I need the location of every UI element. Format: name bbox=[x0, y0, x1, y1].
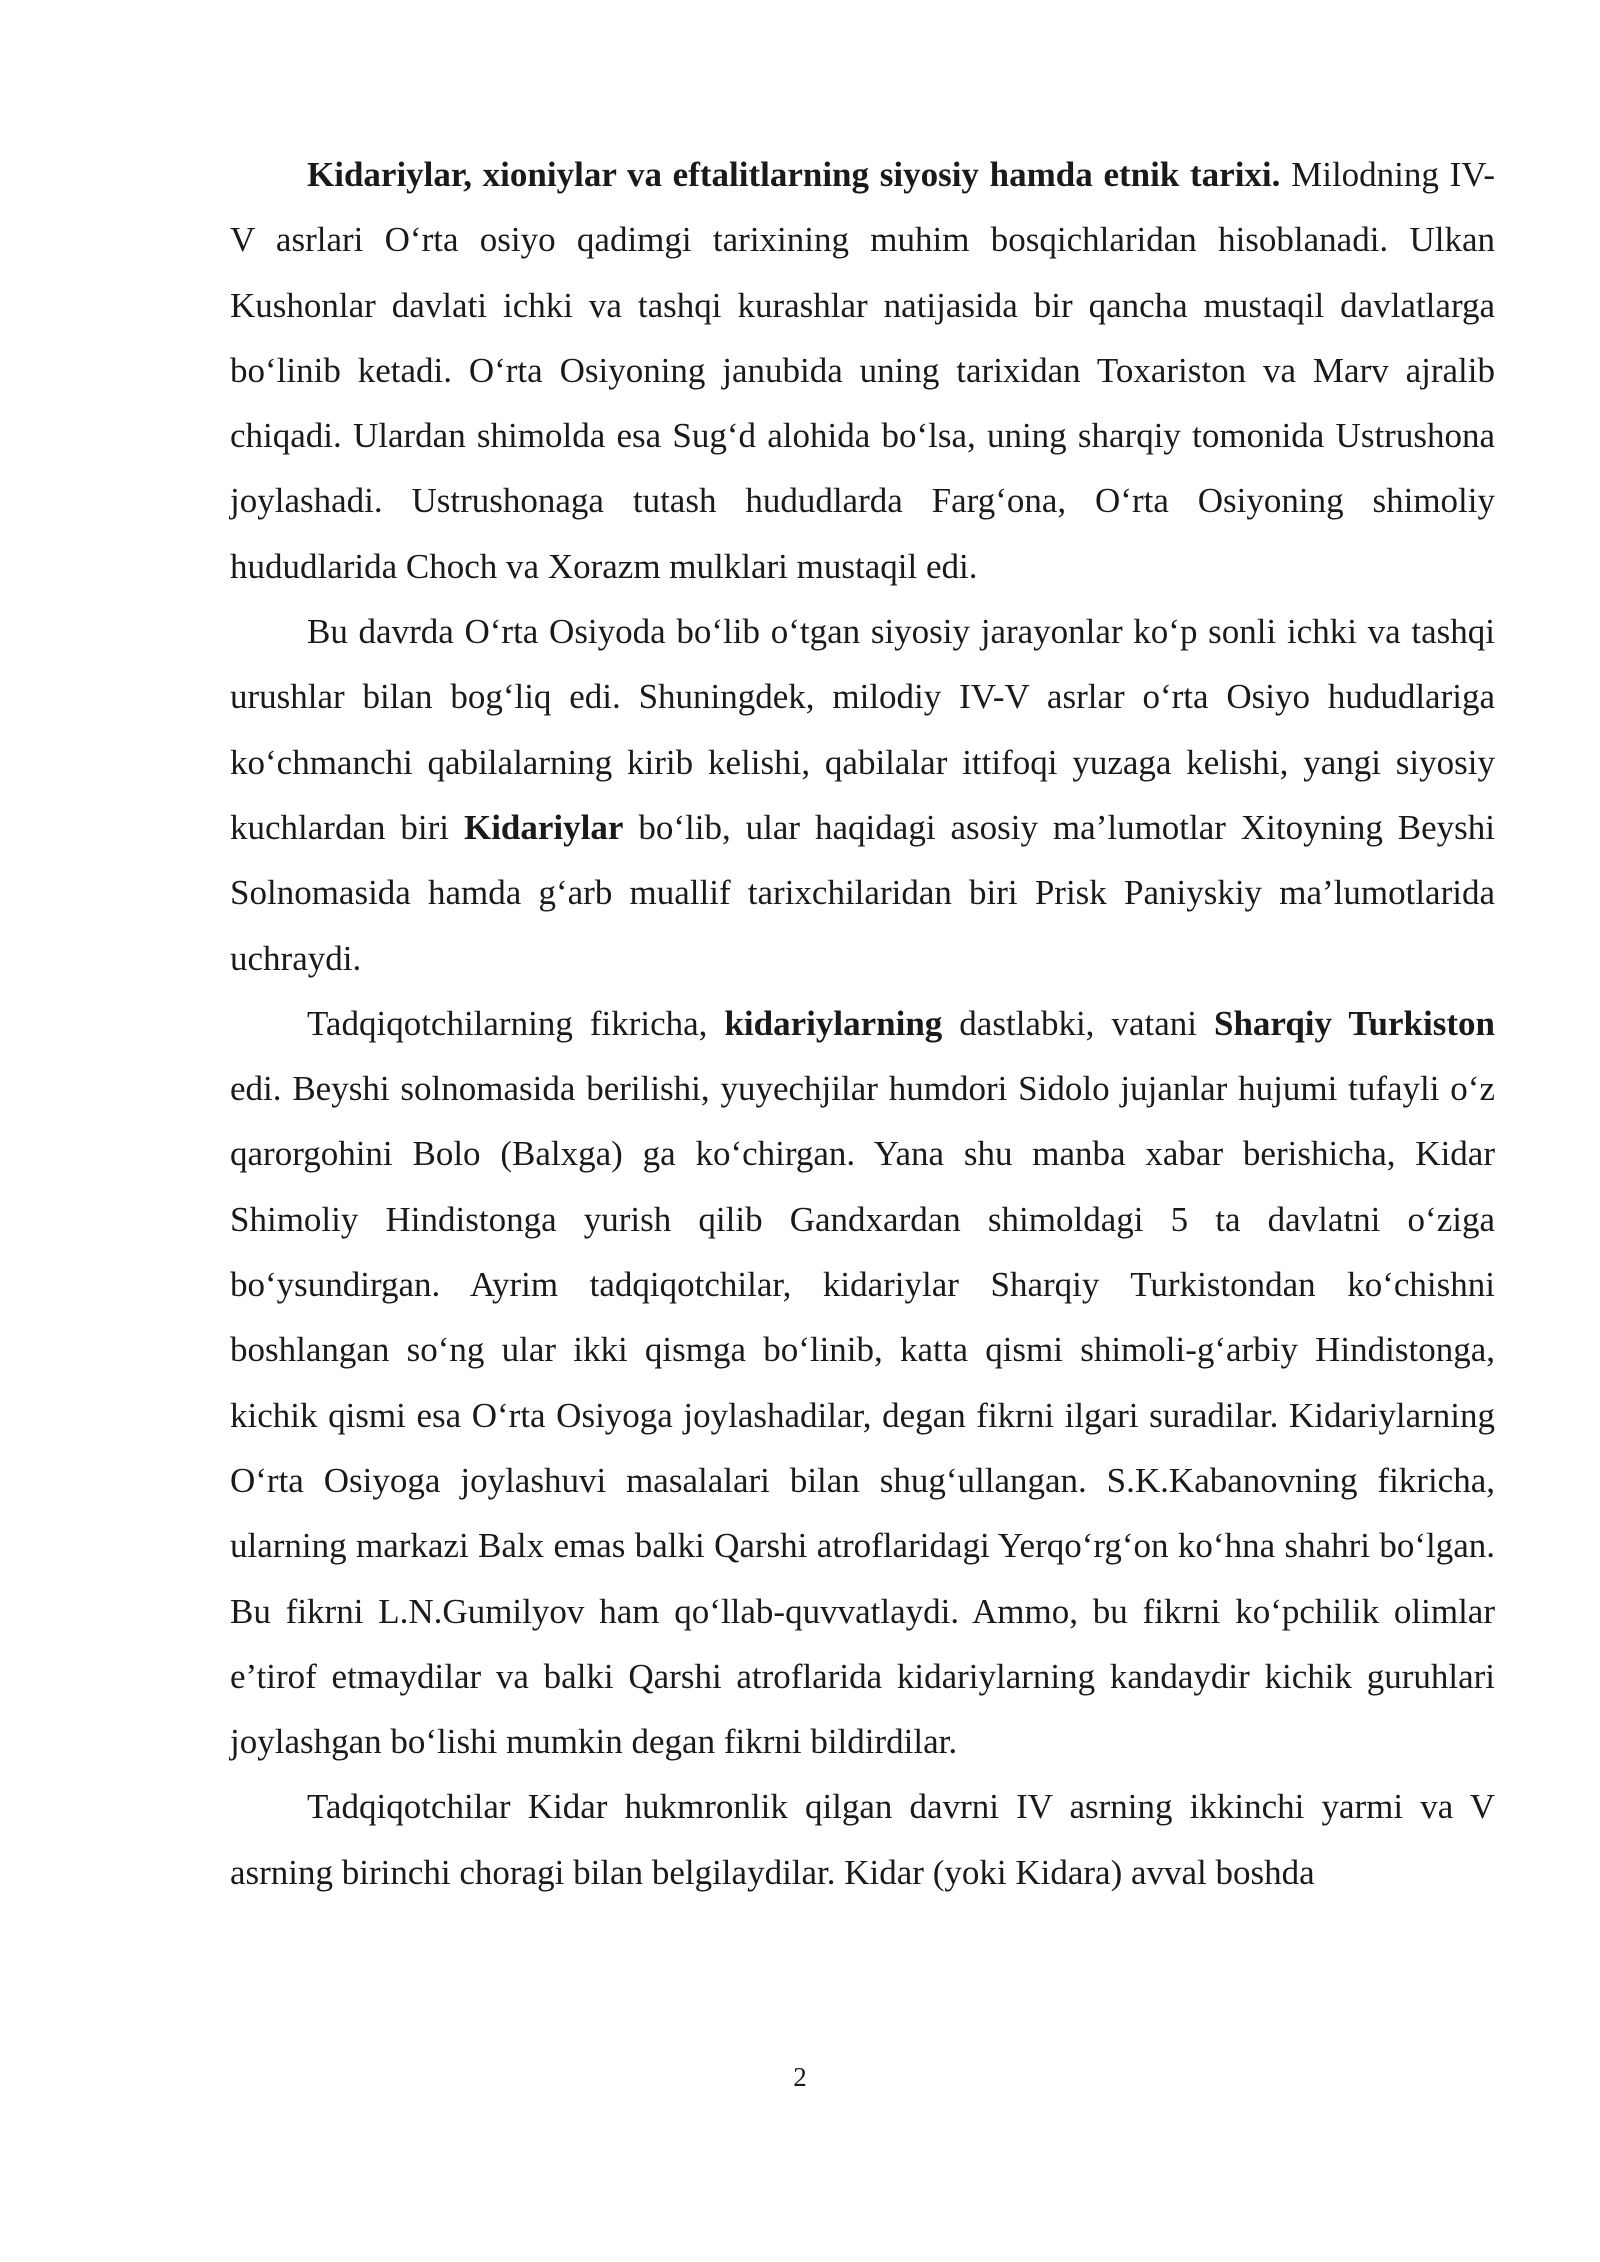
document-body bbox=[230, 142, 1495, 1905]
paragraph-1 bbox=[230, 142, 1495, 599]
paragraph-text: dastlabki, vatani bbox=[942, 1003, 1214, 1043]
paragraph-4 bbox=[230, 1774, 1495, 1905]
bold-term: Kidariylar bbox=[463, 807, 624, 847]
paragraph-2 bbox=[230, 599, 1495, 991]
paragraph-text: Tadqiqotchilar Kidar hukmronlik qilgan davrni IV asrning ikkinchi yarmi va V asrning birinchi choragi bilan belgilaydilar. Kidar (yoki Kidara) avval boshda bbox=[230, 1787, 1495, 1892]
paragraph-text: Bu davrda O‘rta Osiyoda bo‘lib o‘tgan siyosiy jarayonlar ko‘p sonli ichki va tashqi urushlar bilan bog‘liq edi. Shuningdek, milodiy IV-V asrlar o‘rta Osiyo hududlariga ko‘chmanchi qabilalarning kirib kelishi, qabilalar ittifoqi yuzaga kelishi, yangi siyosiy kuchlardan biri bbox=[230, 612, 1495, 847]
paragraph-text: bo‘lib, ular haqidagi asosiy ma’lumotlar Xitoyning Beyshi Solnomasida hamda g‘arb muallif tarixchilaridan biri Prisk Paniyskiy ma’lumotlarida uchraydi. bbox=[230, 807, 1495, 978]
paragraph-text: Milodning IV-V asrlari O‘rta osiyo qadimgi tarixining muhim bosqichlaridan hisoblanadi. Ulkan Kushonlar davlati ichki va tashqi kurashlar natijasida bir qancha mustaqil davlatlarga bo‘linib ketadi. O‘rta Osiyoning janubida uning tarixidan Toxariston va Marv ajralib chiqadi. Ulardan shimolda esa Sug‘d alohida bo‘lsa, uning sharqiy tomonida Ustrushona joylashadi. Ustrushonaga tutash hududlarda Farg‘ona, O‘rta Osiyoning shimoliy hududlarida Choch va Xorazm mulklari mustaqil edi. bbox=[230, 155, 1495, 586]
bold-term: kidariylarning bbox=[724, 1003, 943, 1043]
paragraph-text: edi. Beyshi solnomasida berilishi, yuyechjilar humdori Sidolo jujanlar hujumi tufayli o‘z qarorgohini Bolo (Balxga) ga ko‘chirgan. Yana shu manba xabar berishicha, Kidar Shimoliy Hindistonga yurish qilib Gandxardan shimoldagi 5 ta davlatni o‘ziga bo‘ysundirgan. Ayrim tadqiqotchilar, kidariylar Sharqiy Turkistondan ko‘chishni boshlangan so‘ng ular ikki qismga bo‘linib, katta qismi shimoli-g‘arbiy Hindistonga, kichik qismi esa O‘rta Osiyoga joylashadilar, degan fikrni ilgari suradilar. Kidariylarning O‘rta Osiyoga joylashuvi masalalari bilan shug‘ullangan. S.K.Kabanovning fikricha, ularning markazi Balx emas balki Qarshi atroflaridagi Yerqo‘rg‘on ko‘hna shahri bo‘lgan. Bu fikrni L.N.Gumilyov ham qo‘llab-quvvatlaydi. Ammo, bu fikrni ko‘pchilik olimlar e’tirof etmaydilar va balki Qarshi atroflarida kidariylarning kandaydir kichik guruhlari joylashgan bo‘lishi mumkin degan fikrni bildirdilar. bbox=[230, 1069, 1495, 1762]
bold-term: Sharqiy Turkiston bbox=[1214, 1003, 1495, 1043]
paragraph-3 bbox=[230, 991, 1495, 1775]
paragraph-text: Tadqiqotchilarning fikricha, bbox=[307, 1003, 725, 1043]
section-heading: Kidariylar, xioniylar va eftalitlarning siyosiy hamda etnik tarixi. bbox=[307, 155, 1281, 194]
page-number: 2 bbox=[793, 2062, 807, 2092]
